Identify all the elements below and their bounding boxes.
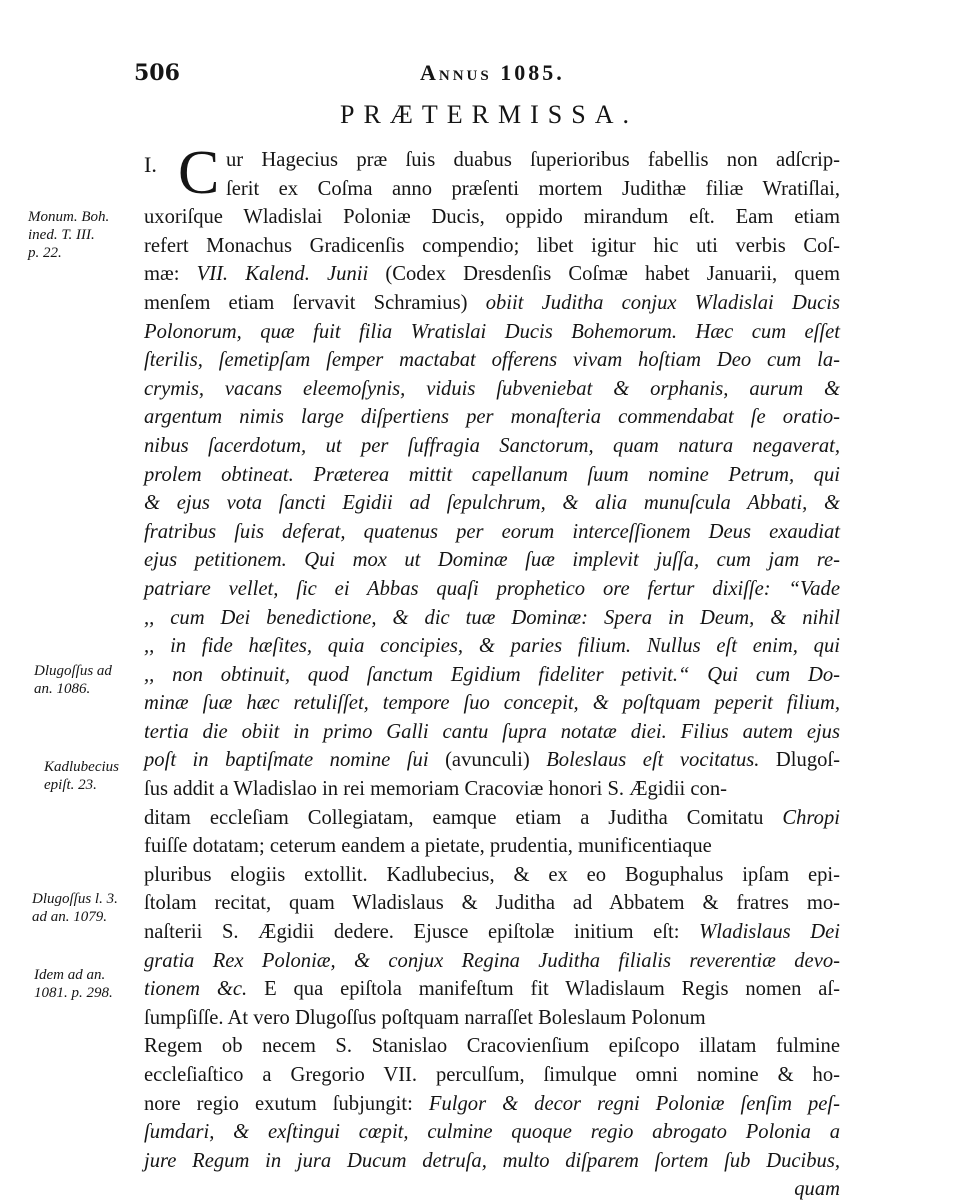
text-line	[144, 546, 840, 575]
text-line	[144, 832, 840, 861]
text-line	[144, 346, 840, 375]
text-line	[144, 518, 840, 547]
margin-note-line: Dlugoſſus l. 3.	[32, 891, 118, 907]
section-number: I.	[144, 152, 157, 177]
italic-text: obiit Juditha conjux Wladislai Ducis	[485, 291, 841, 314]
margin-note	[32, 890, 118, 926]
margin-note-line: Idem ad an.	[34, 967, 106, 983]
italic-text: ejus petitionem. Qui mox ut Dominæ ſuæ implevit juſſa, cum jam re-	[144, 549, 840, 572]
roman-text: nore regio exutum ſubjungit:	[144, 1092, 429, 1115]
text-line	[144, 604, 840, 633]
margin-note-line: Monum. Boh.	[28, 209, 110, 225]
italic-text: Polonorum, quæ fuit filia Wratislai Ducis Bohemorum. Hæc cum eſſet	[144, 320, 840, 343]
text-line	[144, 461, 840, 490]
margin-note-line: Dlugoſſus ad	[34, 663, 112, 679]
text-line	[144, 175, 840, 204]
text-line	[144, 432, 840, 461]
italic-text: patriare vellet, ſic ei Abbas quaſi prophetico ore fertur dixiſſe: “Vade	[144, 577, 840, 600]
roman-text: fuiſſe dotatam; ceterum eandem a pietate, prudentia, munificentiaque	[144, 835, 712, 858]
text-line	[144, 632, 840, 661]
roman-text: ur Hagecius præ ſuis duabus ſuperioribus fabellis non adſcrip-	[226, 149, 840, 171]
text-line	[144, 318, 840, 347]
text-line	[144, 1175, 840, 1204]
text-line	[144, 289, 840, 318]
running-head: Annus 1085.	[420, 60, 565, 85]
drop-cap: C	[178, 139, 220, 207]
italic-text: tertia die obiit in primo Galli cantu ſupra notatæ diei. Filius autem ejus	[144, 720, 840, 743]
roman-text: ſerit ex Coſma anno præſenti mortem Judithæ filiæ Wratiſlai,	[226, 177, 840, 200]
margin-note	[28, 208, 109, 262]
margin-note-line: p. 22.	[28, 245, 62, 261]
margin-note	[34, 966, 113, 1002]
text-line	[144, 689, 840, 718]
text-line	[144, 1061, 840, 1090]
text-line	[144, 146, 840, 175]
text-line	[144, 861, 840, 890]
text-line	[144, 1118, 840, 1147]
text-line	[144, 1004, 840, 1033]
text-line	[144, 575, 840, 604]
roman-text: uxoriſque Wladislai Poloniæ Ducis, oppido mirandum eſt. Eam etiam	[144, 206, 840, 229]
text-line	[144, 775, 840, 804]
section-title: PRÆTERMISSA.	[340, 100, 638, 129]
roman-text: Dlugoſ-	[759, 749, 840, 772]
text-line	[144, 718, 840, 747]
margin-note	[44, 758, 119, 794]
body-text	[144, 146, 840, 1204]
italic-text: nibus ſacerdotum, ut per ſuffragia Sanctorum, quam natura negaverat,	[144, 434, 840, 457]
italic-text: VII. Kalend. Junii	[196, 263, 369, 286]
text-line	[144, 232, 840, 261]
roman-text: pluribus elogiis extollit. Kadlubecius, & ex eo Boguphalus ipſam epi-	[144, 863, 840, 886]
roman-text: ſtolam recitat, quam Wladislaus & Juditha ad Abbatem & fratres mo-	[144, 892, 840, 915]
italic-text: ſterilis, ſemetipſam ſemper mactabat offerens vivam hoſtiam Deo cum la-	[144, 349, 840, 372]
text-line	[144, 375, 840, 404]
margin-note-line: ad an. 1079.	[32, 909, 107, 925]
italic-text: Chropi	[782, 806, 840, 829]
roman-text: (Codex Dresdenſis Coſmæ habet Januarii, quem	[368, 263, 841, 286]
roman-text: Regem ob necem S. Stanislao Cracovienſium epiſcopo illatam fulmine	[144, 1035, 840, 1058]
roman-text: ſus addit a Wladislao in rei memoriam Cracoviæ honori S. Ægidii con-	[144, 778, 728, 801]
text-line	[144, 260, 840, 289]
margin-note-line: ined. T. III.	[28, 227, 95, 243]
italic-text: prolem obtineat. Præterea mittit capellanum ſuum nomine Petrum, qui	[144, 463, 840, 486]
text-line	[144, 403, 840, 432]
page-number: 506	[134, 60, 180, 86]
italic-text: tionem &c.	[144, 978, 248, 1001]
roman-text: E qua epiſtola manifeſtum fit Wladislaum Regis nomen aſ-	[247, 978, 840, 1001]
margin-note-line: epiſt. 23.	[44, 777, 97, 793]
italic-text: quam	[794, 1178, 840, 1201]
margin-note-line: 1081. p. 298.	[34, 985, 113, 1001]
italic-text: gratia Rex Poloniæ, & conjux Regina Juditha filialis reverentiæ devo-	[144, 949, 840, 972]
text-line	[144, 1147, 840, 1176]
text-line	[144, 975, 840, 1004]
roman-text: ſumpſiſſe. At vero Dlugoſſus poſtquam narraſſet Boleslaum Polonum	[144, 1006, 706, 1029]
roman-text: mæ:	[144, 263, 197, 286]
text-line	[144, 1090, 840, 1119]
italic-text: minæ ſuæ hæc retuliſſet, tempore ſuo concepit, & poſtquam peperit filium,	[144, 692, 840, 715]
italic-text: poſt in baptiſmate nomine ſui	[144, 749, 429, 772]
roman-text: eccleſiaſtico a Gregorio VII. perculſum, ſimulque omni nomine & ho-	[144, 1064, 840, 1086]
italic-text: argentum nimis large diſpertiens per monaſteria commendabat ſe oratio-	[144, 406, 840, 429]
italic-text: ,, cum Dei benedictione, & dic tuæ Dominæ: Spera in Deum, & nihil	[144, 606, 840, 629]
italic-text: Wladislaus Dei	[699, 921, 840, 944]
italic-text: fratribus ſuis deferat, quatenus per eorum interceſſionem Deus exaudiat	[144, 520, 840, 543]
italic-text: jure Regum in jura Ducum detruſa, multo diſparem ſortem ſub Ducibus,	[144, 1149, 840, 1172]
roman-text: refert Monachus Gradicenſis compendio; libet igitur hic uti verbis Coſ-	[144, 234, 840, 257]
margin-note	[34, 662, 112, 698]
italic-text: Fulgor & decor regni Poloniæ ſenſim peſ-	[428, 1092, 840, 1115]
roman-text: (avunculi)	[428, 749, 547, 772]
margin-note-line: an. 1086.	[34, 681, 91, 697]
text-line	[144, 746, 840, 775]
text-line	[144, 203, 840, 232]
text-line	[144, 918, 840, 947]
roman-text: menſem etiam ſervavit Schramius)	[144, 291, 486, 314]
italic-text: & ejus vota ſancti Egidii ad ſepulchrum, & alia munuſcula Abbati, &	[144, 492, 840, 515]
text-line	[144, 661, 840, 690]
roman-text: naſterii S. Ægidii dedere. Ejusce epiſtolæ initium eſt:	[144, 921, 700, 944]
text-line	[144, 489, 840, 518]
italic-text: Boleslaus eſt vocitatus.	[546, 749, 760, 772]
text-line	[144, 889, 840, 918]
margin-note-line: Kadlubecius	[44, 759, 119, 775]
italic-text: ,, non obtinuit, quod ſanctum Egidium fideliter petivit.“ Qui cum Do-	[144, 663, 840, 686]
text-line	[144, 947, 840, 976]
italic-text: ,, in fide hæſites, quia concipies, & paries filium. Nullus eſt enim, qui	[144, 635, 840, 658]
text-line	[144, 1032, 840, 1061]
text-line	[144, 804, 840, 833]
italic-text: crymis, vacans eleemoſynis, viduis ſubveniebat & orphanis, aurum &	[144, 377, 840, 400]
italic-text: ſumdari, & exſtingui cœpit, culmine quoque regio abrogato Polonia a	[144, 1121, 840, 1144]
roman-text: ditam eccleſiam Collegiatam, eamque etiam a Juditha Comitatu	[144, 806, 783, 829]
